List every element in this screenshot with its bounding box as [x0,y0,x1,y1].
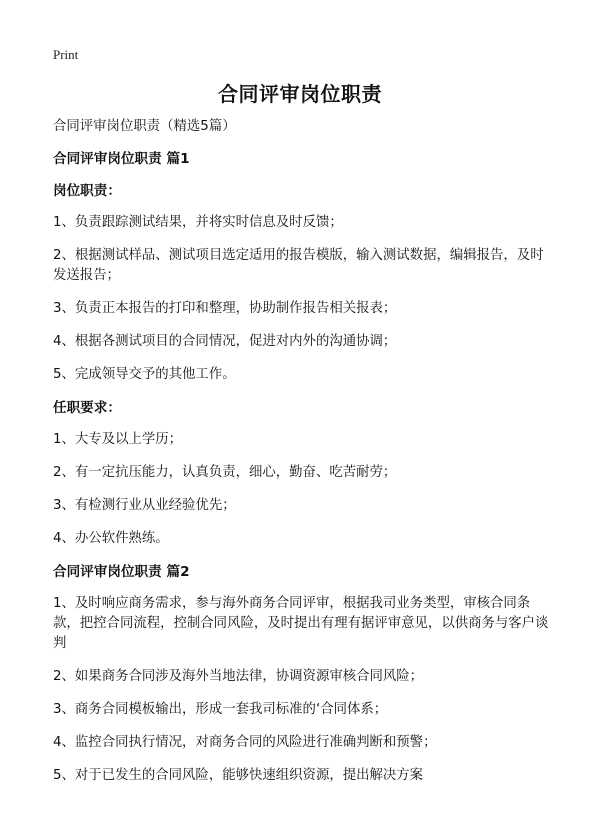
list-item: 3、商务合同模板输出，形成一套我司标准的‘合同体系； [53,702,388,717]
list-item: 5、对于已发生的合同风险，能够快速组织资源，提出解决方案 [53,768,424,783]
subsection-heading: 任职要求： [53,400,121,416]
list-item: 1、及时响应商务需求，参与海外商务合同评审，根据我司业务类型，审核合同条款，把控合同流程，控制合同风险，及时提出有理有据评审意见，以供商务与客户谈判 [53,596,549,651]
list-item: 2、有一定抗压能力，认真负责，细心，勤奋、吃苦耐劳； [53,465,397,480]
document-body [53,117,553,799]
list-item: 2、如果商务合同涉及海外当地法律，协调资源审核合同风险； [53,669,424,684]
list-item: 4、根据各测试项目的合同情况，促进对内外的沟通协调； [53,334,397,349]
list-item: 4、监控合同执行情况，对商务合同的风险进行准确判断和预警； [53,735,437,750]
subsection-heading: 岗位职责： [53,183,121,199]
document-subtitle: 合同评审岗位职责（精选5篇） [53,119,236,134]
list-item: 2、根据测试样品、测试项目选定适用的报告模版，输入测试数据，编辑报告，及时发送报告； [53,248,544,283]
list-item: 3、有检测行业从业经验优先； [53,498,236,513]
section-heading: 合同评审岗位职责 篇2 [53,564,190,580]
page-title: 合同评审岗位职责 [218,82,382,106]
list-item: 4、办公软件熟练。 [53,531,169,546]
section-heading: 合同评审岗位职责 篇1 [53,151,190,167]
list-item: 1、大专及以上学历； [53,432,183,447]
print-label: Print [53,47,79,62]
list-item: 5、完成领导交予的其他工作。 [53,367,236,382]
list-item: 1、负责跟踪测试结果，并将实时信息及时反馈； [53,215,343,230]
list-item: 3、负责正本报告的打印和整理，协助制作报告相关报表； [53,301,397,316]
